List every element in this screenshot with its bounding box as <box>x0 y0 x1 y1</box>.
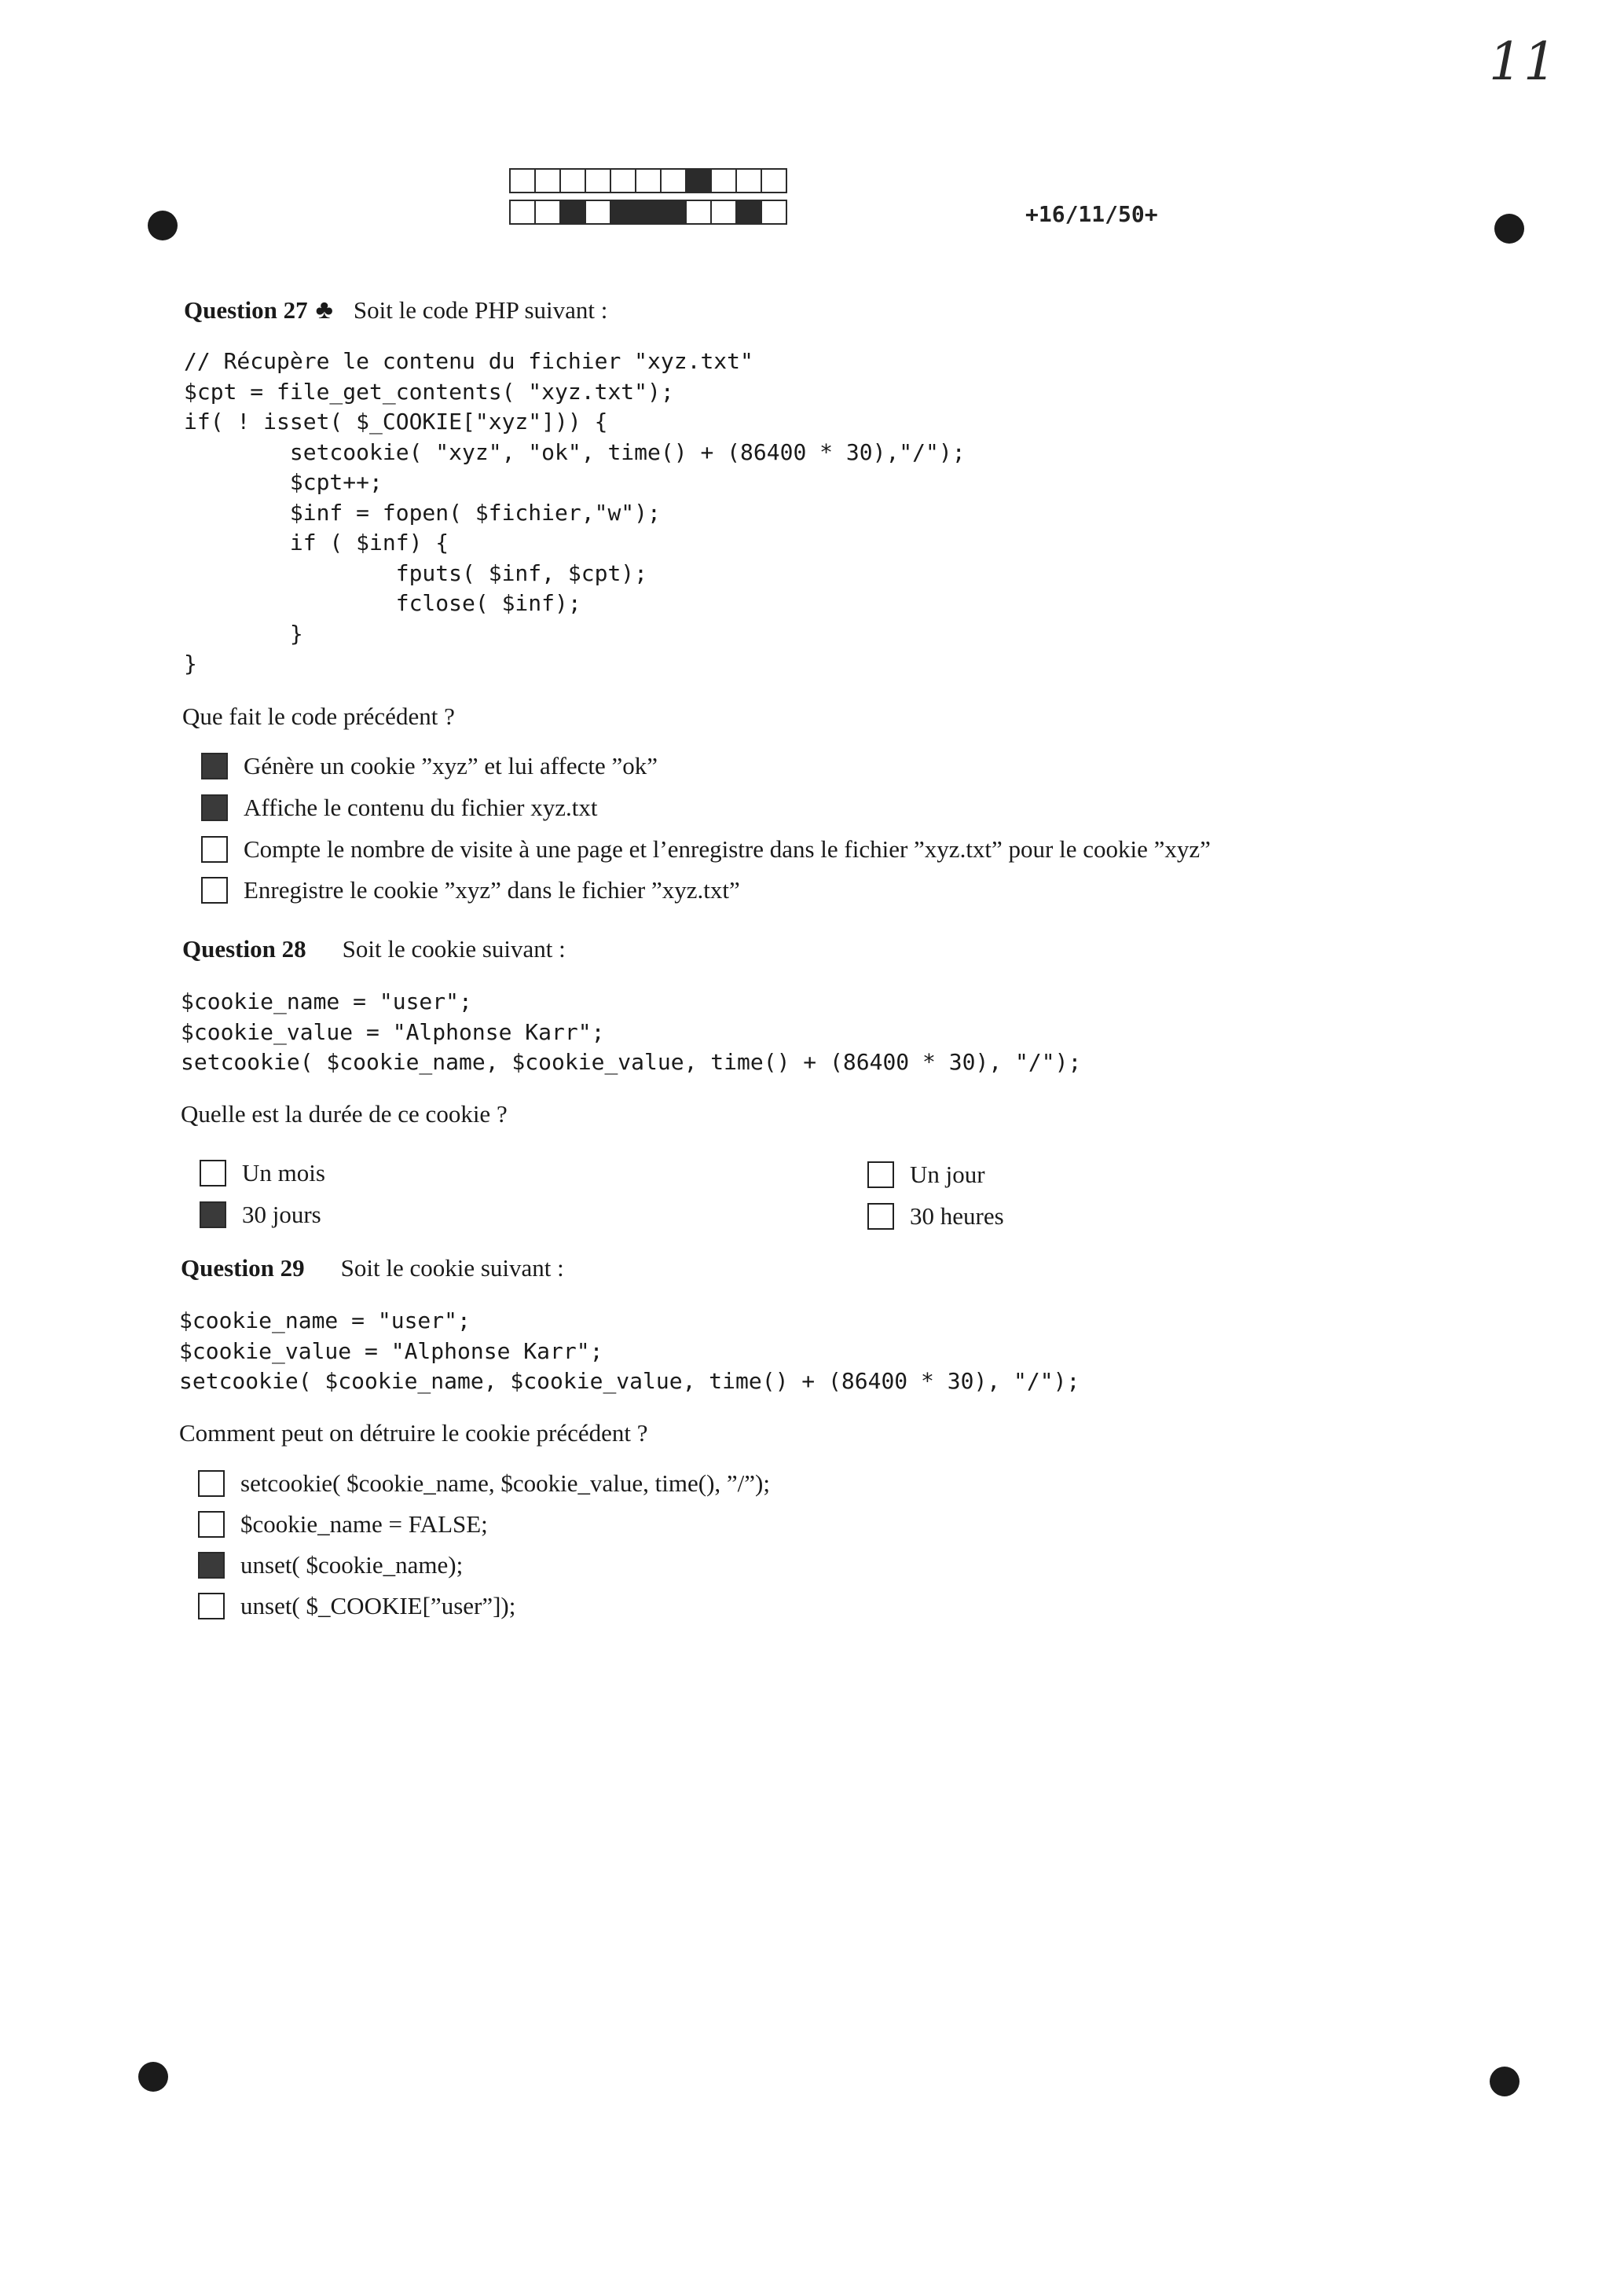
barcode-cell <box>534 200 561 225</box>
barcode-cell <box>761 200 787 225</box>
question-28-answer-4[interactable] <box>867 1202 1004 1231</box>
answer-text: unset( $_COOKIE[”user”]); <box>240 1592 516 1619</box>
checkbox[interactable] <box>201 794 228 821</box>
barcode-cell <box>660 168 687 193</box>
question-text: Soit le cookie suivant : <box>342 935 566 963</box>
barcode-cell <box>735 168 762 193</box>
answer-text: 30 heures <box>910 1202 1004 1230</box>
question-27-answer-3[interactable] <box>201 835 1211 864</box>
question-label: Question 29 <box>181 1254 305 1282</box>
question-28-answer-2[interactable] <box>867 1161 985 1189</box>
question-29-header <box>181 1254 564 1282</box>
barcode-cell <box>509 168 536 193</box>
checkbox[interactable] <box>198 1511 225 1538</box>
barcode-top-row <box>509 168 786 193</box>
question-text: Soit le cookie suivant : <box>340 1254 564 1282</box>
barcode-cell <box>635 200 662 225</box>
checkbox[interactable] <box>867 1161 894 1188</box>
question-27-prompt: Que fait le code précédent ? <box>182 702 455 730</box>
question-29-code: $cookie_name = "user"; $cookie_value = "Alphonse Karr"; setcookie( $cookie_name, $cookie_value, time() + (86400 * 30), "/"); <box>179 1308 1080 1394</box>
question-29-answer-1[interactable] <box>198 1469 770 1498</box>
question-label: Question 27 <box>184 296 308 324</box>
barcode-cell <box>559 168 586 193</box>
question-28-header <box>182 935 566 963</box>
answer-text: Un jour <box>910 1161 985 1188</box>
question-text: Soit le code PHP suivant : <box>353 296 608 324</box>
question-28-answer-3[interactable] <box>200 1201 321 1229</box>
question-29-answer-4[interactable] <box>198 1592 515 1620</box>
barcode-cell <box>635 168 662 193</box>
answer-text: setcookie( $cookie_name, $cookie_value, time(), ”/”); <box>240 1469 770 1497</box>
barcode-cell <box>585 200 611 225</box>
checkbox[interactable] <box>200 1201 226 1228</box>
registration-mark-top-left <box>148 211 178 240</box>
question-label: Question 28 <box>182 935 306 963</box>
answer-text: Génère un cookie ”xyz” et lui affecte ”ok” <box>244 752 658 779</box>
answer-text: Compte le nombre de visite à une page et l’enregistre dans le fichier ”xyz.txt” pour le cookie ”xyz” <box>244 835 1211 863</box>
answer-text: 30 jours <box>242 1201 321 1228</box>
checkbox[interactable] <box>200 1160 226 1187</box>
handwritten-page-number: 11 <box>1489 31 1558 92</box>
registration-mark-bottom-right <box>1490 2067 1520 2096</box>
barcode-cell <box>685 168 712 193</box>
barcode-cell <box>559 200 586 225</box>
answer-text: Un mois <box>242 1159 325 1187</box>
answer-text: $cookie_name = FALSE; <box>240 1510 488 1538</box>
page-header-code: +16/11/50+ <box>1025 201 1158 227</box>
question-28-answer-1[interactable] <box>200 1159 325 1187</box>
checkbox[interactable] <box>198 1552 225 1579</box>
checkbox[interactable] <box>201 836 228 863</box>
barcode-cell <box>761 168 787 193</box>
question-29-answer-2[interactable] <box>198 1510 488 1539</box>
question-28-prompt: Quelle est la durée de ce cookie ? <box>181 1100 508 1128</box>
checkbox[interactable] <box>198 1470 225 1497</box>
barcode-cell <box>710 200 737 225</box>
registration-mark-top-right <box>1494 214 1524 244</box>
barcode-cell <box>735 200 762 225</box>
question-27-header <box>184 295 607 325</box>
answer-text: unset( $cookie_name); <box>240 1551 464 1579</box>
registration-mark-bottom-left <box>138 2062 168 2092</box>
question-27-code: // Récupère le contenu du fichier "xyz.txt" $cpt = file_get_contents( "xyz.txt"); if( ! isset( $_COOKIE["xyz"])) { setcookie( "xyz", "ok", time() + (86400 * 30),"/"); $cpt++; $inf = fopen( $fichier,"w"); if ( $inf) { fputs( $inf, $cpt); fclose( $inf); } } <box>184 348 966 677</box>
barcode-cell <box>509 200 536 225</box>
barcode-bottom-row <box>509 200 786 225</box>
question-27-answer-1[interactable] <box>201 752 658 780</box>
barcode-cell <box>685 200 712 225</box>
checkbox[interactable] <box>201 877 228 904</box>
checkbox[interactable] <box>867 1203 894 1230</box>
barcode-cell <box>610 168 636 193</box>
answer-text: Affiche le contenu du fichier xyz.txt <box>244 794 598 821</box>
barcode-cell <box>660 200 687 225</box>
barcode-cell <box>710 168 737 193</box>
club-symbol-icon: ♣ <box>315 295 333 325</box>
barcode-cell <box>585 168 611 193</box>
answer-text: Enregistre le cookie ”xyz” dans le fichier ”xyz.txt” <box>244 876 740 904</box>
checkbox[interactable] <box>198 1593 225 1619</box>
question-28-code: $cookie_name = "user"; $cookie_value = "Alphonse Karr"; setcookie( $cookie_name, $cookie_value, time() + (86400 * 30), "/"); <box>181 988 1082 1075</box>
page-barcode <box>509 168 786 225</box>
question-27-answer-2[interactable] <box>201 794 597 822</box>
barcode-cell <box>534 168 561 193</box>
checkbox[interactable] <box>201 753 228 779</box>
barcode-cell <box>610 200 636 225</box>
question-29-answer-3[interactable] <box>198 1551 463 1579</box>
question-29-prompt: Comment peut on détruire le cookie précédent ? <box>179 1419 648 1447</box>
question-27-answer-4[interactable] <box>201 876 740 904</box>
